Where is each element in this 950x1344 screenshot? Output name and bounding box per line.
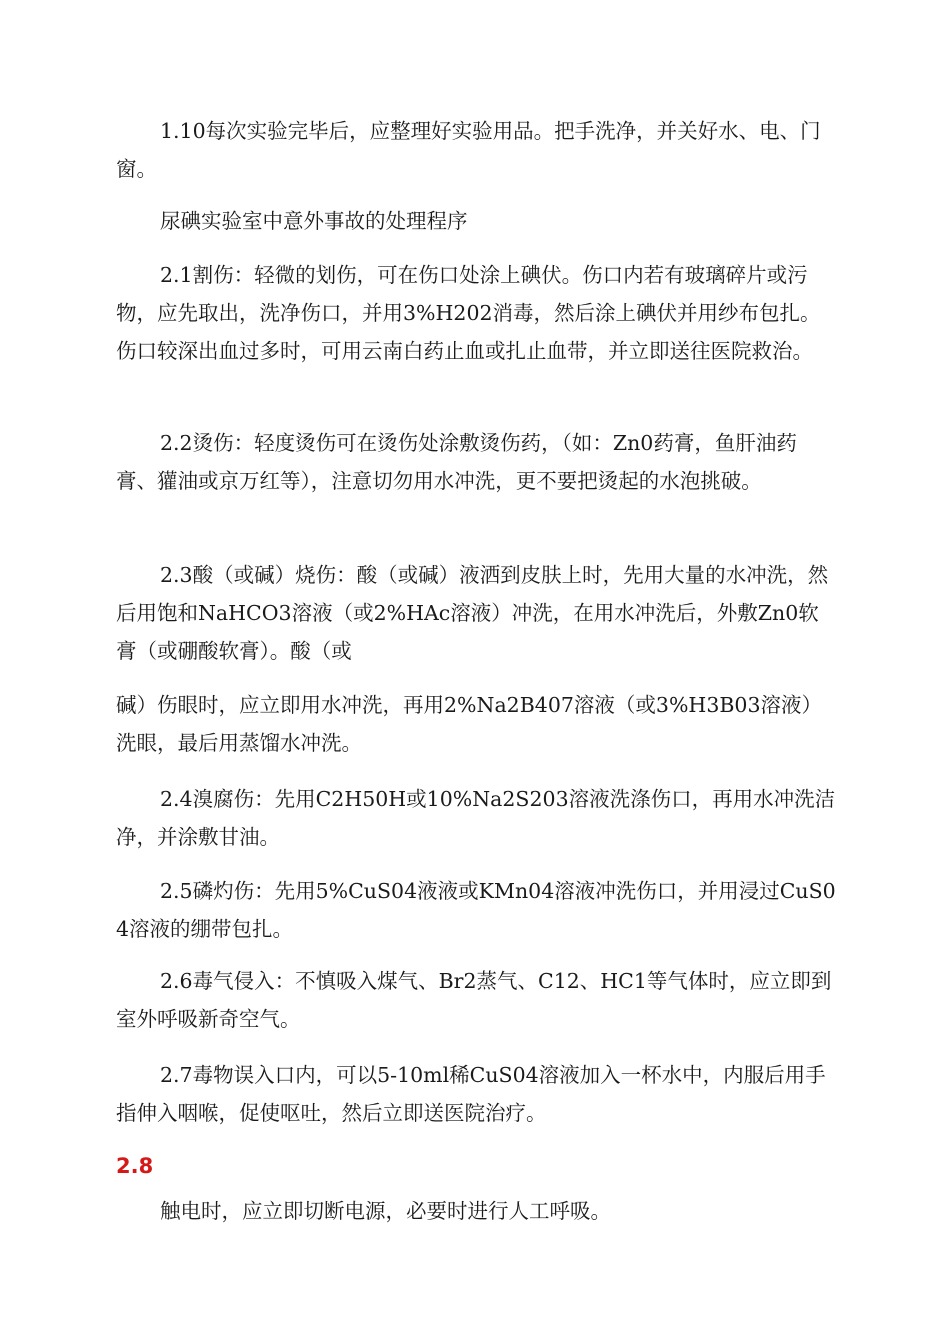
paragraph-2-8-body: 触电时，应立即切断电源，必要时进行人工呼吸。 [160, 1199, 611, 1223]
paragraph-2-4: 2.4溴腐伤：先用C2H50H或10%Na2S203溶液洗涤伤口，再用水冲洗洁净，并涂敷甘油。 [116, 787, 836, 849]
paragraph-2-3-part-2: 碱）伤眼时，应立即用水冲洗，再用2%Na2B407溶液（或3%H3B03溶液）洗眼，最后用蒸馏水冲洗。 [116, 693, 823, 755]
paragraph-2-6: 2.6毒气侵入：不慎吸入煤气、Br2蒸气、C12、HC1等气体时，应立即到室外呼吸新奇空气。 [116, 969, 832, 1031]
paragraph-2-5: 2.5磷灼伤：先用5%CuS04液液或KMn04溶液冲洗伤口，并用浸过CuS04溶液的绷带包扎。 [116, 879, 836, 941]
section-heading: 尿碘实验室中意外事故的处理程序 [160, 209, 468, 233]
paragraph-1-10: 1.10每次实验完毕后，应整理好实验用品。把手洗净，并关好水、电、门窗。 [116, 119, 821, 181]
red-heading-2-8: 2.8 [116, 1154, 154, 1178]
paragraph-2-1: 2.1割伤：轻微的划伤，可在伤口处涂上碘伏。伤口内若有玻璃碎片或污物，应先取出，洗净伤口，并用3%H202消毒，然后涂上碘伏并用纱布包扎。伤口较深出血过多时，可用云南白药止血或扎止血带，并立即送往医院救治。 [116, 263, 821, 363]
paragraph-2-7: 2.7毒物误入口内，可以5-10ml稀CuS04溶液加入一杯水中，内服后用手指伸入咽喉，促使呕吐，然后立即送医院治疗。 [116, 1063, 826, 1125]
paragraph-2-2: 2.2烫伤：轻度烫伤可在烫伤处涂敷烫伤药，（如：Zn0药膏，鱼肝油药膏、獾油或京万红等），注意切勿用水冲洗，更不要把烫起的水泡挑破。 [116, 431, 797, 493]
paragraph-2-3-part-1: 2.3酸（或碱）烧伤：酸（或碱）液洒到皮肤上时，先用大量的水冲洗，然后用饱和NaHCO3溶液（或2%HAc溶液）冲洗，在用水冲洗后，外敷Zn0软膏（或硼酸软膏）。酸（或 [116, 563, 829, 663]
